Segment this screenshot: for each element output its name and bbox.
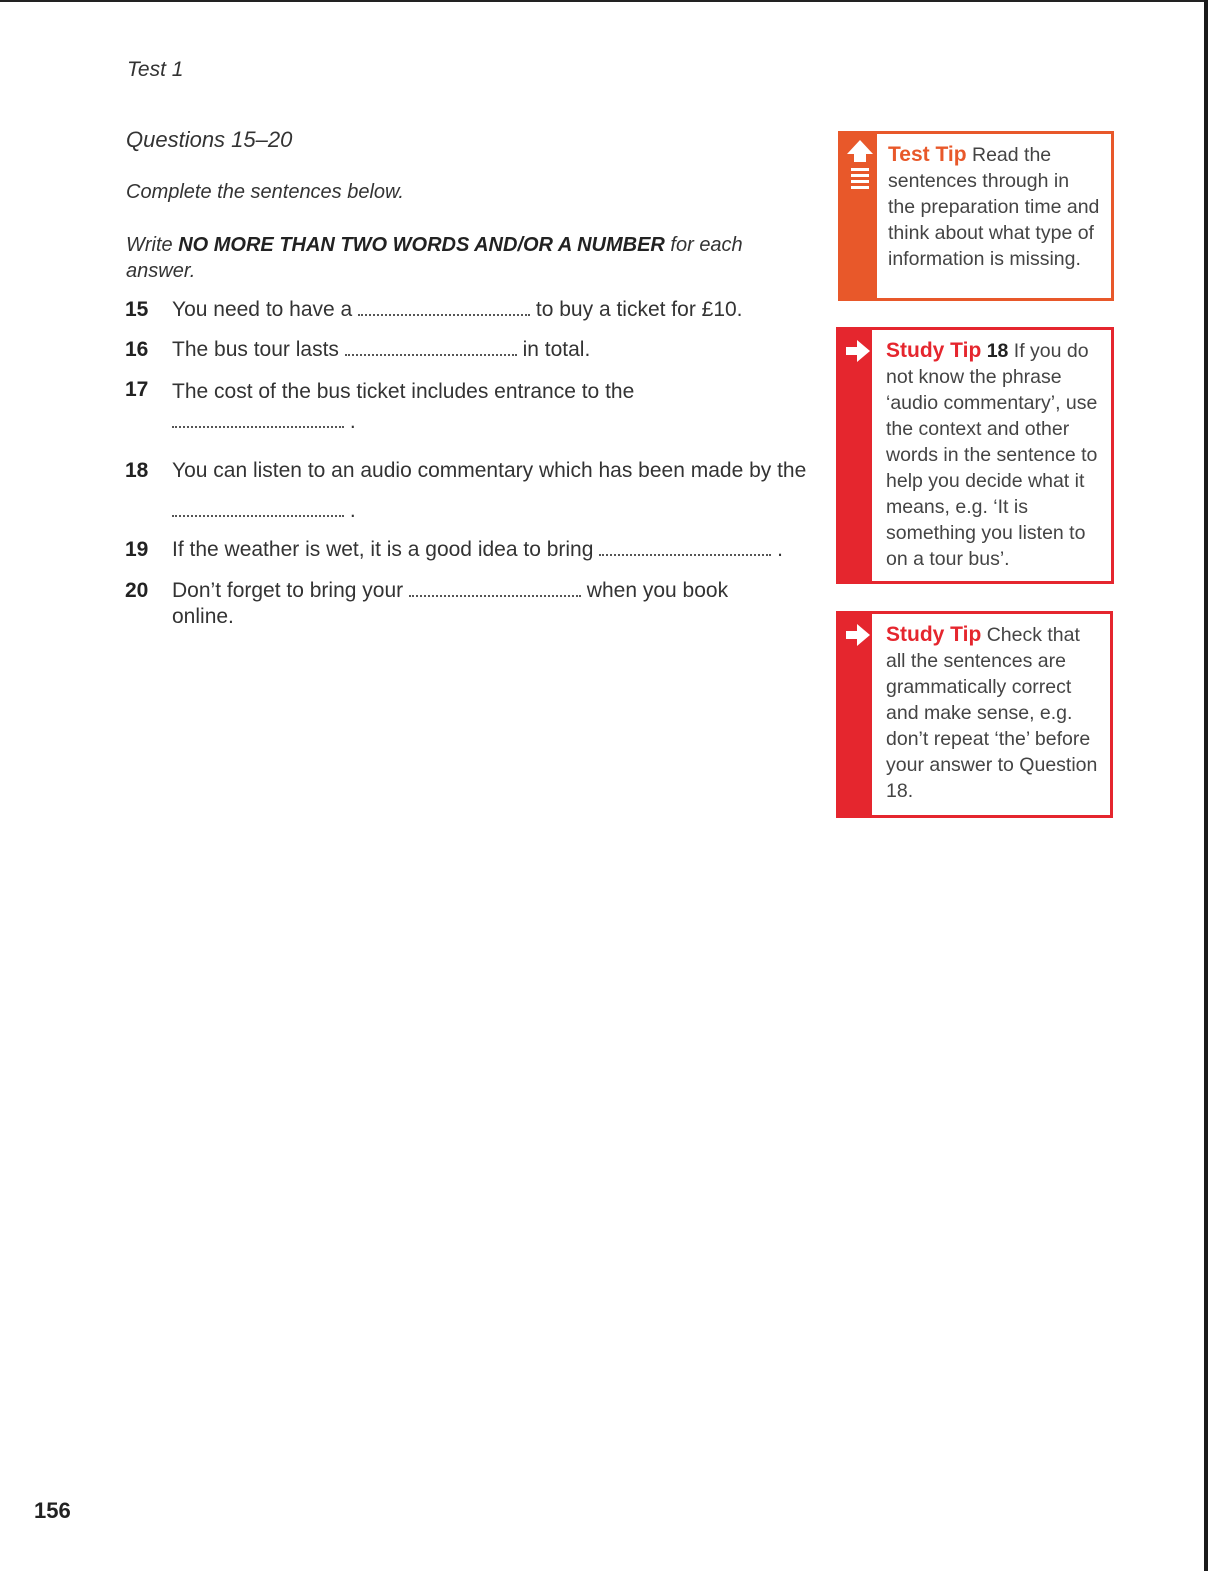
test-tip-box [838,131,1114,301]
question-text-after: . [344,499,356,522]
arrow-right-icon [843,620,873,650]
instruction-bold: NO MORE THAN TWO WORDS AND/OR A NUMBER [178,234,665,256]
answer-blank-17[interactable] [172,412,344,428]
page-top-edge [0,0,1208,2]
arrow-right-icon [843,336,873,366]
answer-blank-19[interactable] [599,540,771,556]
question-text-before: You can listen to an audio commentary which has been made by the [172,459,807,482]
question-text-after: . [771,538,783,561]
question-text-after: in total. [516,338,591,361]
answer-blank-20[interactable] [409,581,581,597]
instruction-suffix: for each answer. [126,234,743,282]
tip-text [888,142,1101,272]
instruction-prefix: Write [126,234,179,256]
question-number: 20 [125,579,149,602]
page-binding-edge [1204,0,1208,1571]
question-number: 16 [125,338,149,361]
tip-question-ref: 18 [981,340,1009,362]
answer-blank-16[interactable] [345,340,517,356]
question-number: 17 [125,378,149,401]
instruction-complete: Complete the sentences below. [126,181,404,203]
question-number: 15 [125,298,149,321]
study-tip-18-box [836,327,1114,584]
tip-title: Test Tip [888,143,967,166]
answer-blank-15[interactable] [358,300,530,316]
tip-accent-bar [839,330,872,581]
question-text-after: when you book online. [172,579,729,628]
tip-body: Read the sentences through in the preparation time and think about what type of information is missing. [888,144,1100,270]
question-text-after: to buy a ticket for £10. [530,298,743,321]
tip-title: Study Tip [886,339,982,362]
instruction-word-limit [126,232,786,284]
tip-text [886,622,1100,804]
question-text-before: You need to have a [172,298,359,321]
tip-title: Study Tip [886,623,982,646]
page-header: Test 1 [127,58,184,81]
question-text-before: If the weather is wet, it is a good idea to bring [172,538,600,561]
tip-text [886,338,1101,572]
answer-blank-18[interactable] [172,501,344,517]
questions-heading: Questions 15–20 [126,127,293,152]
question-number: 19 [125,538,149,561]
tip-body: If you do not know the phrase ‘audio commentary’, use the context and other words in the sentence to help you decide what it means, e.g. ‘It is something you listen to on a tour bus’. [886,340,1098,570]
question-number: 18 [125,459,149,482]
page-number: 156 [34,1498,71,1523]
study-tip-grammar-box [836,611,1113,818]
question-text-before: Don’t forget to bring your [172,579,409,602]
question-text-before: The bus tour lasts [172,338,345,361]
question-text-before: The cost of the bus ticket includes entrance to the [172,380,635,403]
question-text-after: . [344,410,356,433]
exam-icon [845,138,875,194]
tip-body: Check that all the sentences are grammatically correct and make sense, e.g. don’t repeat ‘the’ before your answer to Question 18. [886,624,1098,802]
